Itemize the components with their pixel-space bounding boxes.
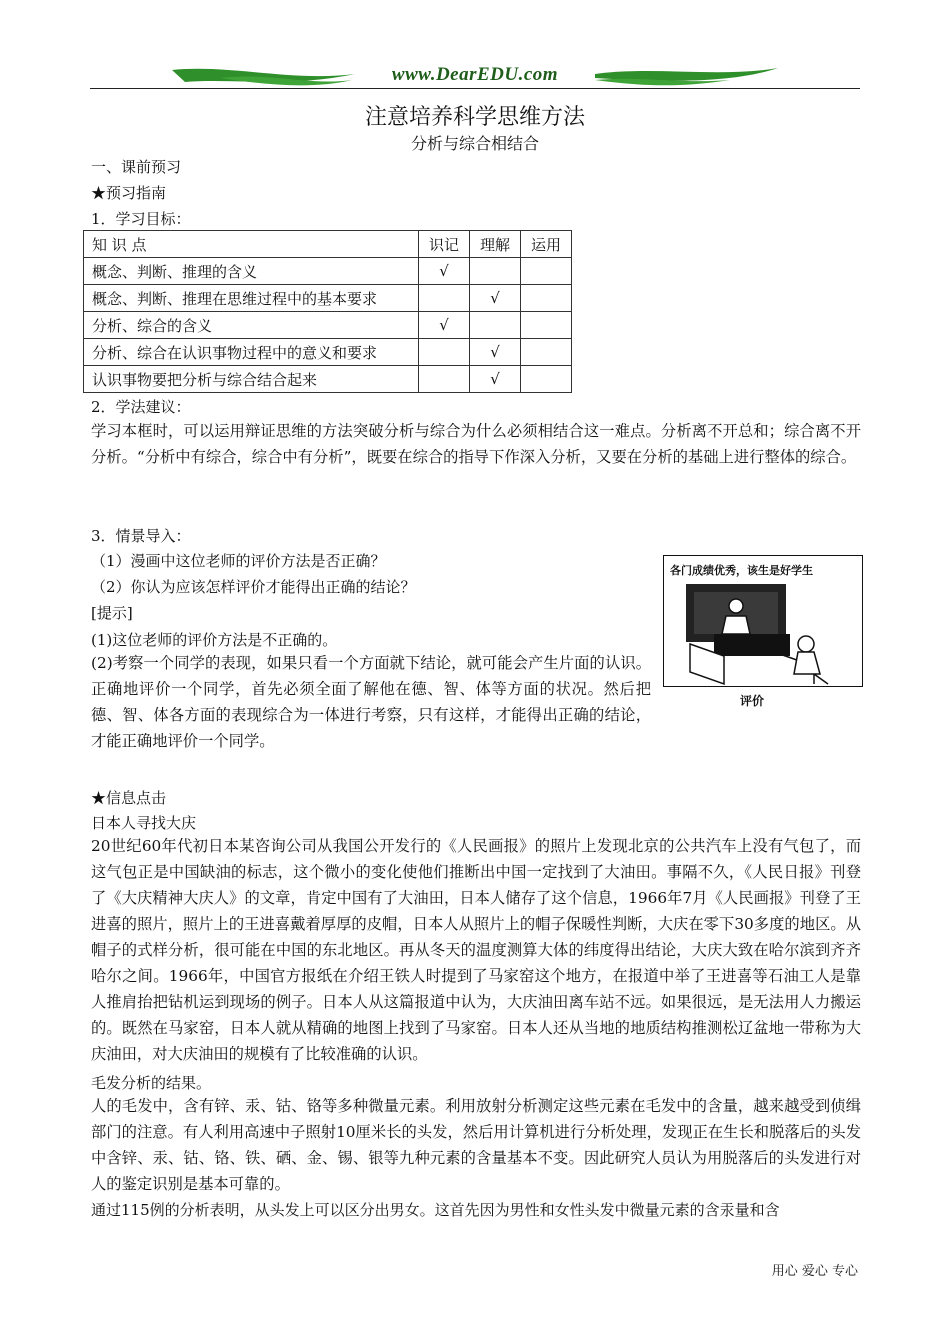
empty-cell xyxy=(521,258,572,285)
table-header-row xyxy=(84,231,572,258)
check-mark: √ xyxy=(419,312,470,339)
empty-cell xyxy=(419,339,470,366)
cartoon-drawing xyxy=(664,556,862,686)
check-mark: √ xyxy=(470,339,521,366)
goals-heading: 1．学习目标： xyxy=(91,210,191,228)
table-row xyxy=(84,258,572,285)
empty-cell xyxy=(521,312,572,339)
empty-cell xyxy=(470,312,521,339)
table-row xyxy=(84,312,572,339)
objectives-table xyxy=(83,230,572,393)
site-url[interactable]: www.DearEDU.com xyxy=(391,64,559,85)
scene-question-2: （2）你认为应该怎样评价才能得出正确的结论？ xyxy=(91,578,416,596)
knowledge-point: 分析、综合在认识事物过程中的意义和要求 xyxy=(84,339,419,366)
header-cell: 运用 xyxy=(521,231,572,258)
empty-cell xyxy=(521,339,572,366)
story-2-title: 毛发分析的结果。 xyxy=(91,1074,212,1092)
story-2-continuation: 通过115例的分析表明，从头发上可以区分出男女。这首先因为男性和女性头发中微量元素的含汞量和含 xyxy=(91,1201,780,1219)
hint-label: [提示] xyxy=(91,604,133,622)
empty-cell xyxy=(521,285,572,312)
student-body xyxy=(794,652,820,674)
cartoon-image xyxy=(663,555,863,687)
knowledge-point: 概念、判断、推理的含义 xyxy=(84,258,419,285)
check-mark: √ xyxy=(419,258,470,285)
page-title: 注意培养科学思维方法 xyxy=(364,105,585,130)
empty-cell xyxy=(521,366,572,393)
knowledge-point: 分析、综合的含义 xyxy=(84,312,419,339)
knowledge-point: 概念、判断、推理在思维过程中的基本要求 xyxy=(84,285,419,312)
info-heading: ★信息点击 xyxy=(91,789,167,807)
story-2-text: 人的毛发中，含有锌、汞、钴、铬等多种微量元素。利用放射分析测定这些元素在毛发中的含量，越来越受到侦缉部门的注意。有人利用高速中子照射10厘米长的头发，然后用计算机进行分析处理，发现正在生长和脱落后的头发中含锌、汞、钴、铬、铁、硒、金、锡、银等九种元素的含量基本不变。因此研究人员认为用脱落后的头发进行对人的鉴定识别是基本可靠的。 xyxy=(91,1097,861,1193)
knowledge-point: 认识事物要把分析与综合结合起来 xyxy=(84,366,419,393)
cartoon-caption: 评价 xyxy=(740,694,765,708)
empty-cell xyxy=(470,258,521,285)
header-cell: 识记 xyxy=(419,231,470,258)
section-heading: 一、课前预习 xyxy=(91,158,182,176)
scene-heading: 3．情景导入： xyxy=(91,527,191,545)
empty-cell xyxy=(419,285,470,312)
empty-cell xyxy=(419,366,470,393)
method-paragraph: 学习本框时，可以运用辩证思维的方法突破分析与综合为什么必须相结合这一难点。分析离不开总和；综合离不开分析。“分析中有综合，综合中有分析”，既要在综合的指导下作深入分析，又要在分析的基础上进行整体的综合。 xyxy=(91,422,861,466)
guide-heading: ★预习指南 xyxy=(91,184,167,202)
cartoon-board-text: 各门成绩优秀，该生是好学生 xyxy=(670,564,813,577)
story-1-title: 日本人寻找大庆 xyxy=(91,814,197,832)
header-cell: 知 识 点 xyxy=(84,231,419,258)
student-head xyxy=(798,636,814,652)
answer-1: (1)这位老师的评价方法是不正确的。 xyxy=(91,631,338,649)
story-1-text: 20世纪60年代初日本某咨询公司从我国公开发行的《人民画报》的照片上发现北京的公共汽车上没有气包了，而这气包正是中国缺油的标志，这个微小的变化使他们推断出中国一定找到了大油田。事隔不久，《人民日报》刊登了《大庆精神大庆人》的文章，肯定中国有了大油田，日本人储存了这个信息，1966年7月《人民画报》刊登了王进喜的照片，照片上的王进喜戴着厚厚的皮帽，日本人从照片上的帽子保暖性判断，大庆在零下30多度的地区。从帽子的式样分析，很可能在中国的东北地区。再从冬天的温度测算大体的纬度得出结论，大庆大致在哈尔滨到齐齐哈尔之间。1966年，中国官方报纸在介绍王铁人时提到了马家窑这个地方，在报道中举了王进喜等石油工人是靠人推肩抬把钻机运到现场的例子。日本人从这篇报道中认为，大庆油田离车站不远。如果很远，是无法用人力搬运的。既然在马家窑，日本人就从精确的地图上找到了马家窑。日本人还从当地的地质结构推测松辽盆地一带称为大庆油田，对大庆油田的规模有了比较准确的认识。 xyxy=(91,837,861,1063)
table-row xyxy=(84,339,572,366)
header-rule xyxy=(90,88,860,89)
header-cell: 理解 xyxy=(470,231,521,258)
table-row xyxy=(84,285,572,312)
scene-question-1: （1）漫画中这位老师的评价方法是否正确？ xyxy=(91,552,386,570)
page-subtitle: 分析与综合相结合 xyxy=(410,134,539,153)
desk xyxy=(714,634,790,656)
teacher-body xyxy=(722,616,750,634)
teacher-head xyxy=(729,599,743,613)
answer-2: (2)考察一个同学的表现，如果只看一个方面就下结论，就可能会产生片面的认识。正确地评价一个同学，首先必须全面了解他在德、智、体等方面的状况。然后把德、智、体各方面的表现综合为一体进行考察，只有这样，才能得出正确的结论，才能正确地评价一个同学。 xyxy=(91,654,651,750)
footer-slogan: 用心 爱心 专心 xyxy=(771,1264,858,1279)
table-row xyxy=(84,366,572,393)
method-heading: 2．学法建议： xyxy=(91,398,191,416)
check-mark: √ xyxy=(470,285,521,312)
check-mark: √ xyxy=(470,366,521,393)
